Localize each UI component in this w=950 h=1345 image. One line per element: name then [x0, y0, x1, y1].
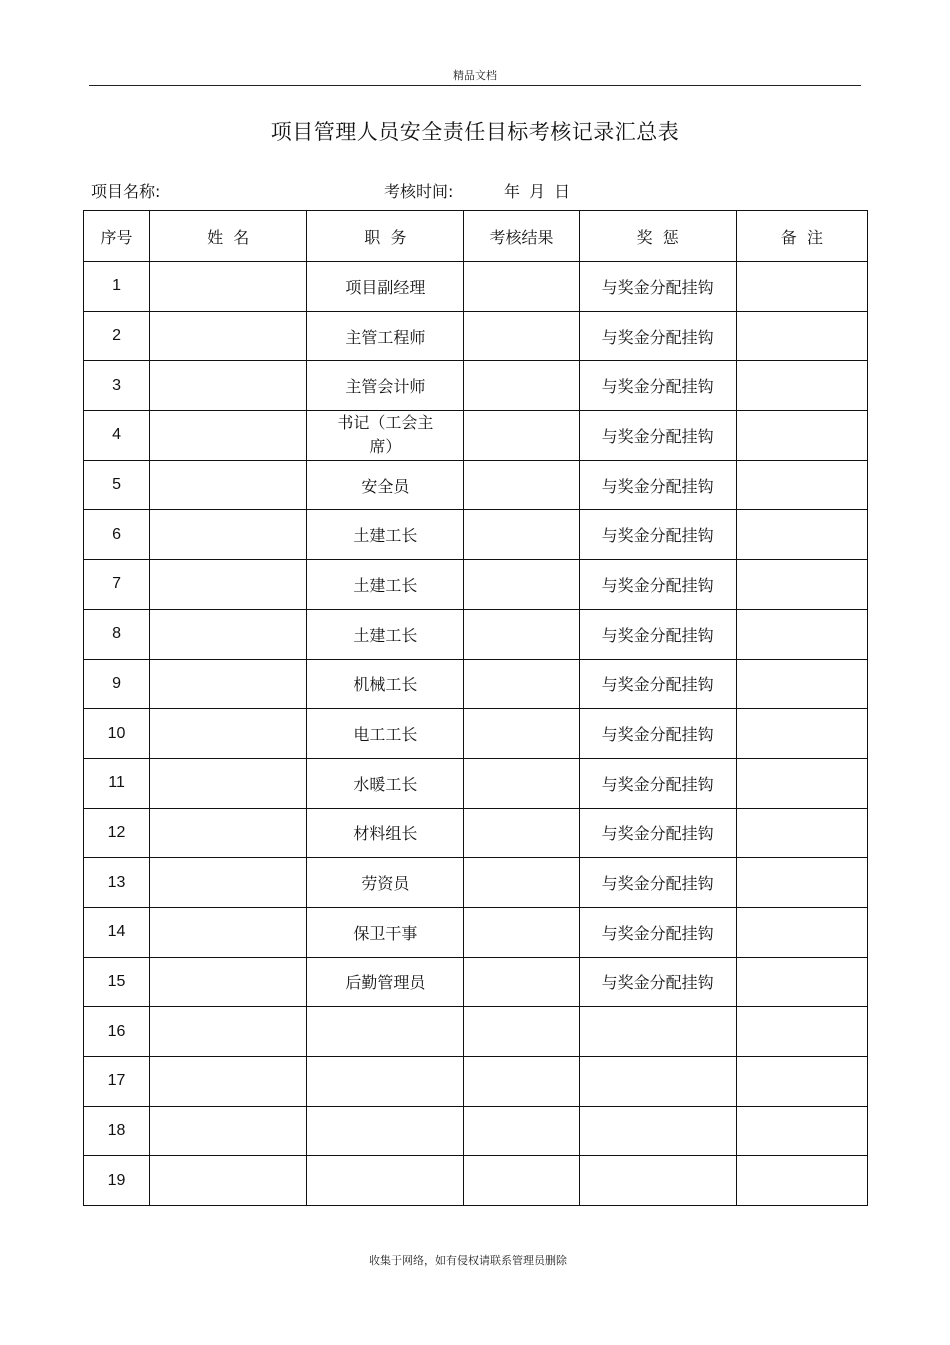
- cell-position: [307, 1057, 464, 1107]
- cell-remark: [736, 659, 867, 709]
- cell-position: 主管工程师: [307, 311, 464, 361]
- cell-serial: 5: [84, 460, 150, 510]
- cell-serial: 15: [84, 957, 150, 1007]
- cell-position: [307, 1106, 464, 1156]
- cell-result: [464, 1156, 579, 1206]
- table-row: [84, 957, 868, 1007]
- cell-serial: 14: [84, 907, 150, 957]
- cell-position: 土建工长: [307, 560, 464, 610]
- cell-remark: [736, 858, 867, 908]
- cell-remark: [736, 709, 867, 759]
- table-row: [84, 411, 868, 461]
- column-header-serial: 序号: [84, 211, 150, 262]
- cell-serial: 18: [84, 1106, 150, 1156]
- cell-serial: 12: [84, 808, 150, 858]
- column-header-position: 职 务: [307, 211, 464, 262]
- cell-reward: 与奖金分配挂钩: [579, 560, 736, 610]
- table-row: [84, 659, 868, 709]
- cell-position: 机械工长: [307, 659, 464, 709]
- cell-name: [150, 659, 307, 709]
- document-title: 项目管理人员安全责任目标考核记录汇总表: [270, 120, 680, 144]
- cell-remark: [736, 758, 867, 808]
- page-footer: 收集于网络，如有侵权请联系管理员删除: [369, 1254, 567, 1267]
- cell-name: [150, 709, 307, 759]
- cell-reward: 与奖金分配挂钩: [579, 858, 736, 908]
- cell-reward: 与奖金分配挂钩: [579, 361, 736, 411]
- table-row: [84, 1156, 868, 1206]
- cell-result: [464, 858, 579, 908]
- cell-serial: 1: [84, 262, 150, 312]
- column-header-reward: 奖 惩: [579, 211, 736, 262]
- cell-serial: 7: [84, 560, 150, 610]
- cell-remark: [736, 460, 867, 510]
- cell-reward: 与奖金分配挂钩: [579, 311, 736, 361]
- cell-result: [464, 609, 579, 659]
- table-row: [84, 361, 868, 411]
- cell-result: [464, 262, 579, 312]
- cell-serial: 6: [84, 510, 150, 560]
- cell-position: 土建工长: [307, 510, 464, 560]
- cell-remark: [736, 609, 867, 659]
- table-row: [84, 262, 868, 312]
- cell-remark: [736, 907, 867, 957]
- cell-reward: [579, 1156, 736, 1206]
- cell-serial: 11: [84, 758, 150, 808]
- cell-name: [150, 1057, 307, 1107]
- table-row: [84, 858, 868, 908]
- cell-remark: [736, 411, 867, 461]
- assessment-time-label: 考核时间:: [384, 182, 454, 201]
- cell-result: [464, 1106, 579, 1156]
- cell-position: 材料组长: [307, 808, 464, 858]
- table-row: [84, 560, 868, 610]
- cell-remark: [736, 262, 867, 312]
- column-header-name: 姓 名: [150, 211, 307, 262]
- table-row: [84, 311, 868, 361]
- column-header-remark: 备 注: [736, 211, 867, 262]
- cell-reward: 与奖金分配挂钩: [579, 758, 736, 808]
- cell-reward: 与奖金分配挂钩: [579, 957, 736, 1007]
- cell-result: [464, 460, 579, 510]
- cell-serial: 16: [84, 1007, 150, 1057]
- cell-reward: 与奖金分配挂钩: [579, 262, 736, 312]
- cell-name: [150, 311, 307, 361]
- cell-reward: 与奖金分配挂钩: [579, 808, 736, 858]
- cell-result: [464, 411, 579, 461]
- cell-name: [150, 510, 307, 560]
- table-row: [84, 758, 868, 808]
- cell-position: 项目副经理: [307, 262, 464, 312]
- cell-reward: 与奖金分配挂钩: [579, 659, 736, 709]
- cell-serial: 19: [84, 1156, 150, 1206]
- cell-reward: 与奖金分配挂钩: [579, 609, 736, 659]
- cell-result: [464, 907, 579, 957]
- cell-reward: 与奖金分配挂钩: [579, 907, 736, 957]
- cell-result: [464, 957, 579, 1007]
- cell-position: 主管会计师: [307, 361, 464, 411]
- cell-name: [150, 858, 307, 908]
- cell-position: 劳资员: [307, 858, 464, 908]
- cell-name: [150, 460, 307, 510]
- cell-serial: 4: [84, 411, 150, 461]
- cell-position: 安全员: [307, 460, 464, 510]
- cell-serial: 8: [84, 609, 150, 659]
- cell-name: [150, 808, 307, 858]
- assessment-date-placeholder: 年 月 日: [504, 182, 571, 201]
- cell-result: [464, 758, 579, 808]
- cell-position: 土建工长: [307, 609, 464, 659]
- cell-name: [150, 1156, 307, 1206]
- cell-name: [150, 758, 307, 808]
- cell-position: [307, 1156, 464, 1206]
- cell-remark: [736, 1106, 867, 1156]
- table-row: [84, 808, 868, 858]
- table-row: [84, 1106, 868, 1156]
- cell-reward: 与奖金分配挂钩: [579, 510, 736, 560]
- cell-name: [150, 560, 307, 610]
- cell-reward: [579, 1007, 736, 1057]
- table-row: [84, 460, 868, 510]
- cell-serial: 2: [84, 311, 150, 361]
- cell-remark: [736, 560, 867, 610]
- cell-remark: [736, 1156, 867, 1206]
- cell-name: [150, 609, 307, 659]
- cell-position: 后勤管理员: [307, 957, 464, 1007]
- cell-reward: [579, 1106, 736, 1156]
- cell-result: [464, 709, 579, 759]
- cell-result: [464, 361, 579, 411]
- project-name-label: 项目名称:: [91, 182, 161, 201]
- table-row: [84, 907, 868, 957]
- cell-serial: 10: [84, 709, 150, 759]
- cell-remark: [736, 1007, 867, 1057]
- cell-remark: [736, 1057, 867, 1107]
- assessment-summary-table: [83, 210, 868, 1206]
- table-row: [84, 1007, 868, 1057]
- cell-result: [464, 1007, 579, 1057]
- cell-serial: 9: [84, 659, 150, 709]
- cell-name: [150, 1007, 307, 1057]
- cell-remark: [736, 311, 867, 361]
- cell-name: [150, 361, 307, 411]
- cell-serial: 3: [84, 361, 150, 411]
- cell-name: [150, 907, 307, 957]
- cell-name: [150, 1106, 307, 1156]
- cell-result: [464, 560, 579, 610]
- cell-remark: [736, 510, 867, 560]
- cell-reward: 与奖金分配挂钩: [579, 709, 736, 759]
- table-row: [84, 609, 868, 659]
- cell-position: 电工工长: [307, 709, 464, 759]
- cell-position: 保卫干事: [307, 907, 464, 957]
- cell-name: [150, 957, 307, 1007]
- cell-result: [464, 808, 579, 858]
- cell-reward: [579, 1057, 736, 1107]
- table-header-row: [84, 211, 868, 262]
- cell-remark: [736, 808, 867, 858]
- cell-result: [464, 311, 579, 361]
- cell-name: [150, 262, 307, 312]
- cell-serial: 13: [84, 858, 150, 908]
- table-row: [84, 1057, 868, 1107]
- cell-reward: 与奖金分配挂钩: [579, 411, 736, 461]
- cell-result: [464, 659, 579, 709]
- cell-result: [464, 1057, 579, 1107]
- table-row: [84, 709, 868, 759]
- cell-position: 水暖工长: [307, 758, 464, 808]
- page-header: 精品文档: [453, 69, 497, 82]
- table-body: [84, 262, 868, 1206]
- column-header-result: 考核结果: [464, 211, 579, 262]
- cell-reward: 与奖金分配挂钩: [579, 460, 736, 510]
- cell-remark: [736, 957, 867, 1007]
- cell-position: [307, 1007, 464, 1057]
- cell-position: 书记（工会主席）: [307, 411, 464, 461]
- cell-name: [150, 411, 307, 461]
- cell-serial: 17: [84, 1057, 150, 1107]
- table-row: [84, 510, 868, 560]
- cell-result: [464, 510, 579, 560]
- cell-remark: [736, 361, 867, 411]
- header-divider: [89, 85, 861, 86]
